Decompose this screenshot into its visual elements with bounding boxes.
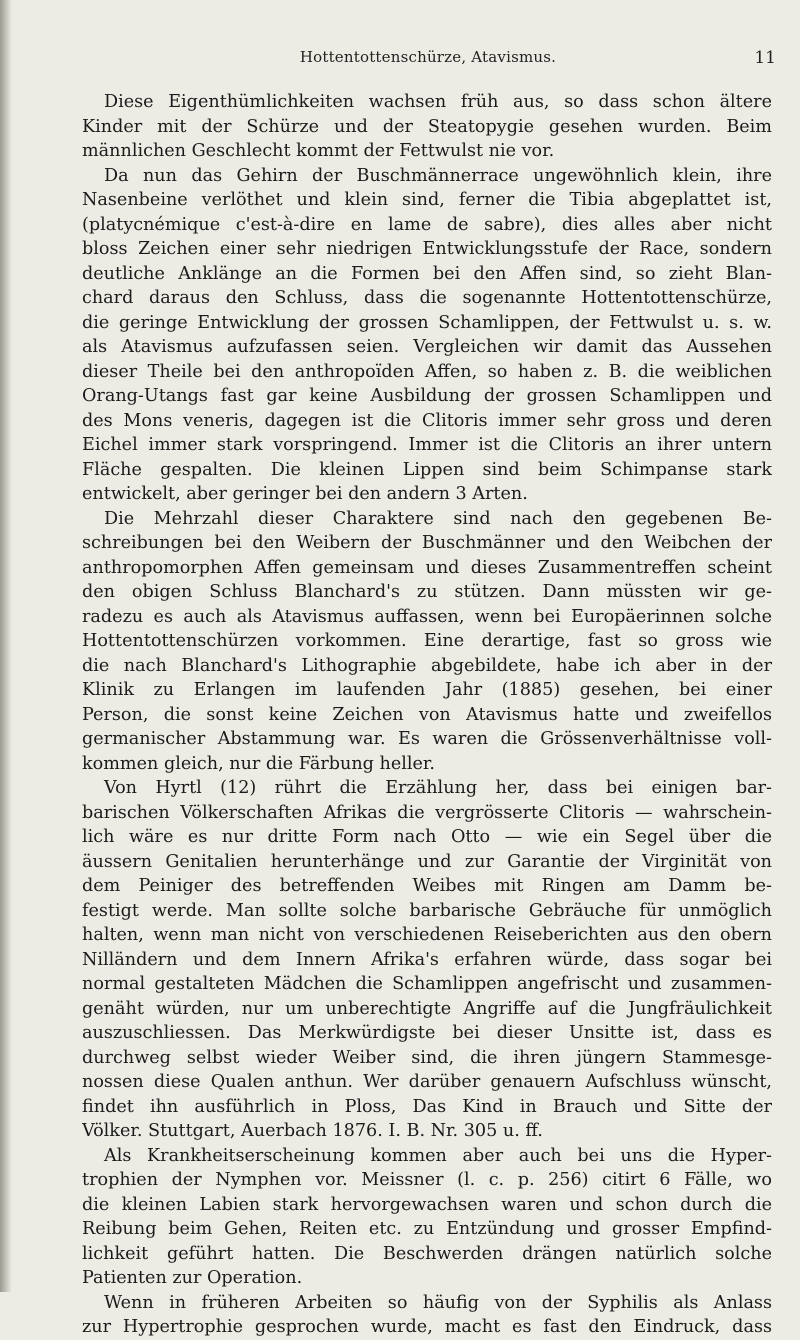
text-line: männlichen Geschlecht kommt der Fettwulst nie vor. <box>82 141 555 161</box>
text-line: Diese Eigenthümlichkeiten wachsen früh aus, so dass schon ältere <box>104 92 772 112</box>
text-line: dem Peiniger des betreffenden Weibes mit Ringen am Damm be- <box>82 876 772 896</box>
text-line: die kleinen Labien stark hervorgewachsen waren und schon durch die <box>82 1194 772 1215</box>
text-line: Die Mehrzahl dieser Charaktere sind nach den gegebenen Be- <box>104 508 772 529</box>
text-line: Reibung beim Gehen, Reiten etc. zu Entzündung und grosser Empfind- <box>82 1219 772 1239</box>
running-head: Hottentottenschürze, Atavismus. <box>299 48 557 66</box>
text-line: festigt werde. Man sollte solche barbarische Gebräuche für unmöglich <box>82 900 772 921</box>
text-line: barischen Völkerschaften Afrikas die vergrösserte Clitoris — wahrschein- <box>82 802 772 823</box>
text-line: anthropomorphen Affen gemeinsam und dieses Zusammentreffen scheint <box>82 557 772 578</box>
text-line: des Mons veneris, dagegen ist die Clitoris immer sehr gross und deren <box>82 410 772 431</box>
text-line: entwickelt, aber geringer bei den andern 3 Arten. <box>82 484 528 504</box>
text-line: auszuschliessen. Das Merkwürdigste bei dieser Unsitte ist, dass es <box>82 1023 772 1043</box>
text-line: Nilländern und dem Innern Afrika's erfahren würde, dass sogar bei <box>82 949 772 970</box>
text-line: halten, wenn man nicht von verschiedenen Reiseberichten aus den obern <box>82 925 772 945</box>
text-line: Als Krankheitserscheinung kommen aber auch bei uns die Hyper- <box>104 1145 772 1166</box>
text-line: den obigen Schluss Blanchard's zu stützen. Dann müssten wir ge- <box>82 582 772 602</box>
text-line: dieser Theile bei den anthropoïden Affen, so haben z. B. die weiblichen <box>82 361 772 382</box>
page-number: 11 <box>754 48 776 68</box>
text-line: normal gestalteten Mädchen die Schamlippen angefrischt und zusammen- <box>82 974 772 994</box>
text-line: schreibungen bei den Weibern der Buschmänner und den Weibchen der <box>82 533 772 553</box>
text-line: Fläche gespalten. Die kleinen Lippen sind beim Schimpanse stark <box>82 459 772 480</box>
body-text <box>82 90 772 1340</box>
text-line: findet ihn ausführlich in Ploss, Das Kind in Brauch und Sitte der <box>82 1096 772 1117</box>
text-line: lichkeit geführt hatten. Die Beschwerden drängen natürlich solche <box>82 1243 772 1264</box>
text-line: deutliche Anklänge an die Formen bei den Affen sind, so zieht Blan- <box>82 263 772 284</box>
text-line: die nach Blanchard's Lithographie abgebildete, habe ich aber in der <box>82 655 772 676</box>
text-line: Da nun das Gehirn der Buschmännerrace ungewöhnlich klein, ihre <box>104 165 772 186</box>
text-line: Nasenbeine verlöthet und klein sind, ferner die Tibia abgeplattet ist, <box>82 190 772 210</box>
text-line: äussern Genitalien herunterhänge und zur Garantie der Virginität von <box>82 851 772 872</box>
text-line: genäht würden, nur um unberechtigte Angriffe auf die Jungfräulichkeit <box>82 998 772 1019</box>
page-header <box>80 48 776 74</box>
text-line: Orang-Utangs fast gar keine Ausbildung der grossen Schamlippen und <box>82 386 772 406</box>
text-line: chard daraus den Schluss, dass die sogenannte Hottentottenschürze, <box>82 288 772 308</box>
text-line: Wenn in früheren Arbeiten so häufig von der Syphilis als Anlass <box>104 1292 772 1313</box>
text-line: radezu es auch als Atavismus auffassen, wenn bei Europäerinnen solche <box>82 606 772 627</box>
text-line: trophien der Nymphen vor. Meissner (l. c. p. 256) citirt 6 Fälle, wo <box>82 1170 772 1190</box>
text-line: Klinik zu Erlangen im laufenden Jahr (1885) gesehen, bei einer <box>82 680 772 700</box>
text-line: Patienten zur Operation. <box>82 1268 303 1288</box>
text-line: durchweg selbst wieder Weiber sind, die ihren jüngern Stammesge- <box>82 1047 772 1068</box>
text-line: Von Hyrtl (12) rührt die Erzählung her, dass bei einigen bar- <box>104 778 772 798</box>
page-binding-edge <box>0 0 12 1292</box>
text-line: germanischer Abstammung war. Es waren die Grössenverhältnisse voll- <box>82 729 772 749</box>
text-line: als Atavismus aufzufassen seien. Vergleichen wir damit das Aussehen <box>82 337 772 357</box>
text-line: die geringe Entwicklung der grossen Schamlippen, der Fettwulst u. s. w. <box>82 312 772 333</box>
text-line: bloss Zeichen einer sehr niedrigen Entwicklungsstufe der Race, sondern <box>82 239 772 259</box>
text-line: zur Hypertrophie gesprochen wurde, macht es fast den Eindruck, dass <box>82 1317 772 1337</box>
text-line: Hottentottenschürzen vorkommen. Eine derartige, fast so gross wie <box>82 631 772 651</box>
text-line: Völker. Stuttgart, Auerbach 1876. I. B. Nr. 305 u. ff. <box>82 1121 543 1141</box>
text-line: lich wäre es nur dritte Form nach Otto — wie ein Segel über die <box>82 827 772 847</box>
text-line: Kinder mit der Schürze und der Steatopygie gesehen wurden. Beim <box>82 116 772 137</box>
text-line: kommen gleich, nur die Färbung heller. <box>82 753 435 774</box>
text-line: (platycnémique c'est-à-dire en lame de sabre), dies alles aber nicht <box>82 214 772 235</box>
text-line: Person, die sonst keine Zeichen von Atavismus hatte und zweifellos <box>82 704 772 725</box>
text-line: nossen diese Qualen anthun. Wer darüber genauern Aufschluss wünscht, <box>82 1072 772 1092</box>
text-line: Eichel immer stark vorspringend. Immer ist die Clitoris an ihrer untern <box>82 435 772 455</box>
